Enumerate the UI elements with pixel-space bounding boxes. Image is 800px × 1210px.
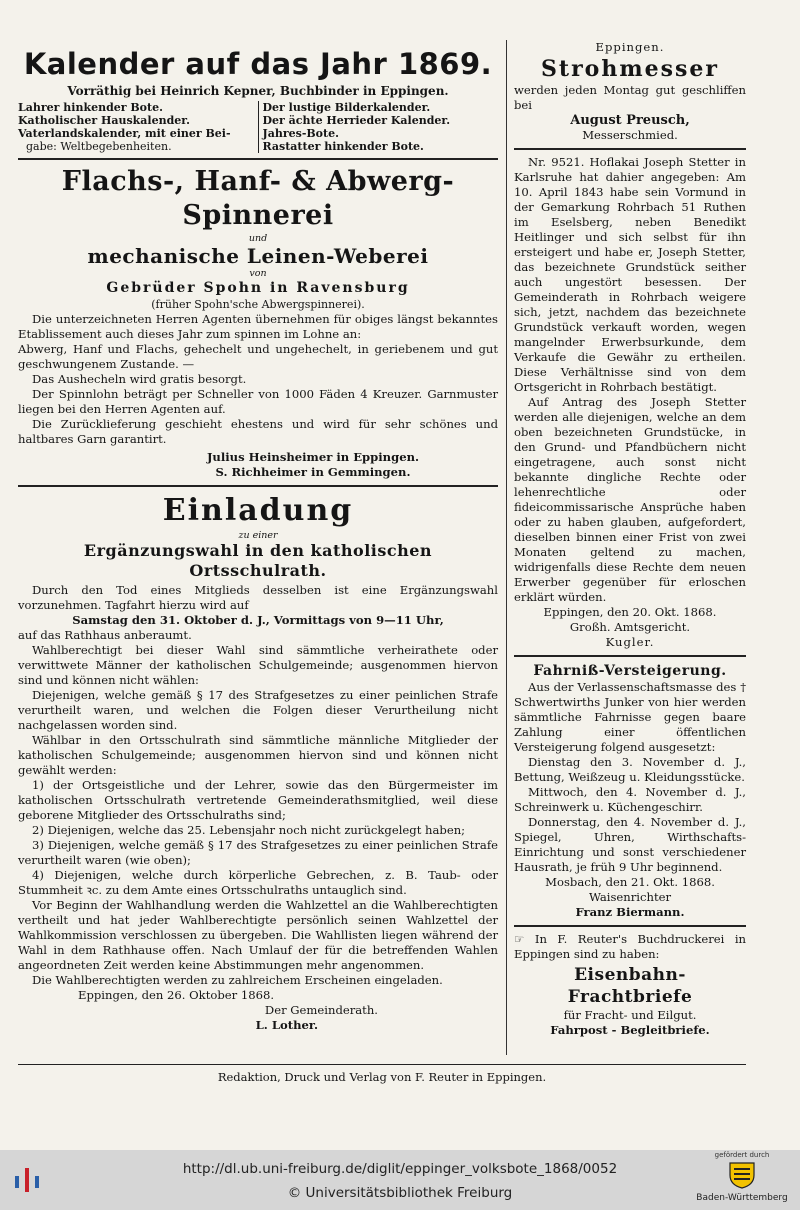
sponsor-name: Baden-Württemberg [696, 1193, 788, 1203]
flachs-und: und [248, 233, 268, 244]
kalender-left-list [18, 101, 254, 153]
einladung-name: L. Lother. [255, 1018, 318, 1032]
fahrniss-para: Mittwoch, den 4. November d. J., Schreinwerk u. Küchengeschirr. [514, 785, 746, 814]
fahrniss-para: Dienstag den 3. November d. J., Bettung, Weißzeug u. Kleidungsstücke. [514, 755, 746, 784]
fahrniss-title: Fahrniß-Versteigerung. [533, 663, 727, 679]
left-column [18, 40, 498, 1033]
einladung-sub: Ergänzungswahl in den katholischen Ortsschulrath. [83, 541, 433, 580]
einladung-title: Einladung [162, 493, 354, 528]
einladung-para: 4) Diejenigen, welche durch körperliche Gebrechen, z. B. Taub- oder Stummheit ꝛc. zu dem Amte eines Ortsschulraths untauglich sind. [18, 868, 498, 897]
kalender-sub: Vorräthig bei Heinrich Kepner, Buchbinder in Eppingen. [67, 84, 449, 98]
reuter-last: Fahrpost - Begleitbriefe. [550, 1023, 710, 1037]
flachs-von: von [249, 268, 267, 279]
kalender-item: gabe: Weltbegebenheiten. [26, 140, 172, 153]
flachs-title: Flachs-, Hanf- & Abwerg-Spinnerei [61, 166, 455, 231]
stroh-name: August Preusch, [570, 113, 690, 128]
reuter-sub: für Fracht- und Eilgut. [563, 1008, 697, 1022]
kalender-ad [18, 46, 498, 153]
einladung-para: 1) der Ortsgeistliche und der Lehrer, sowie das den Bürgermeister im katholischen Ortsschulrath vertretende Gemeinderathsmitglied, weil diese geborene Mitglieder des Ortsschulraths sind; [18, 778, 498, 822]
fahrniss-date: Mosbach, den 21. Okt. 1868. [545, 875, 715, 889]
right-column [514, 40, 746, 1038]
flachs-para: Der Spinnlohn beträgt per Schneller von 1000 Fäden 4 Kreuzer. Garnmuster liegen bei den Herren Agenten auf. [18, 387, 498, 416]
einladung-zu: zu einer [238, 530, 278, 541]
fahrniss-auth: Waisenrichter [588, 890, 672, 904]
kalender-item: Vaterlandskalender, mit einer Bei- [18, 127, 231, 140]
stetter-para: Nr. 9521. Hoflakai Joseph Stetter in Karlsruhe hat dahier angegeben: Am 10. April 1843 habe sein Vormund in der Gemarkung Rohrbach 51 Ruthen im Eselsberg, neben Benedikt Heitlinger und sich selbst für ihn ersteigert und habe er, Joseph Stetter, das bezeichnete Grundstück seither auch ungestört besessen. Der Gemeinderath in Rohrbach weigere sich, jetzt, nachdem das bezeichnete Grundstück verkauft worden, wegen mangelnder Erwerbsurkunde, dem Verkaufe die Gewähr zu ertheilen. Diese Verhältnisse sind von dem Ortsgericht in Rohrbach bestätigt. [514, 155, 746, 394]
kalender-right-list [263, 101, 499, 153]
kalender-item: Katholischer Hauskalender. [18, 114, 190, 127]
reuter-ad [514, 932, 746, 1038]
einladung-para: Vor Beginn der Wahlhandlung werden die Wahlzettel an die Wahlberechtigten vertheilt und hat jeder Wahlberechtigte persönlich seinen Wahlzettel der Wahlkommission verschlossen zu übergeben. Die Wahllisten liegen während der Wahl in dem Rathhause offen. Nach Umlauf der für die betreffenden Wahlen angeordneten Zeit werden keine Abstimmungen mehr angenommen. [18, 898, 498, 972]
stroh-text: werden jeden Montag gut geschliffen bei [514, 83, 746, 112]
flachs-para: Die unterzeichneten Herren Agenten übernehmen für obiges längst bekanntes Etablissement auch dieses Jahr zum spinnen im Lohne an: [18, 312, 498, 341]
kalender-item: Rastatter hinkender Bote. [262, 140, 424, 153]
stroh-place: Eppingen. [595, 40, 665, 54]
bottom-rule [18, 1064, 746, 1065]
flachs-sign: Julius Heinsheimer in Eppingen. [206, 450, 420, 464]
reuter-title: Eisenbahn-Frachtbriefe [567, 965, 693, 1007]
coat-of-arms-icon [722, 1159, 762, 1189]
kalender-item: Jahres-Bote. [262, 127, 339, 140]
einladung-para: Diejenigen, welche gemäß § 17 des Strafgesetzes zu einer peinlichen Strafe verurtheilt waren, und welchen die Folgen dieser Verurtheilung nicht nachgelassen worden sind. [18, 688, 498, 732]
stroh-ad [514, 40, 746, 143]
stetter-date: Eppingen, den 20. Okt. 1868. [543, 605, 717, 619]
fahrniss-para: Donnerstag, den 4. November d. J., Spiegel, Uhren, Wirthschafts-Einrichtung und sonst verschiedener Hausrath, je früh 9 Uhr beginnend. [514, 815, 746, 874]
stetter-name: Kugler. [605, 635, 655, 649]
einladung-para: Durch den Tod eines Mitglieds desselben ist eine Ergänzungswahl vorzunehmen. Tagfahrt hierzu wird auf [18, 583, 498, 612]
flachs-sub: mechanische Leinen-Weberei [87, 244, 429, 268]
reuter-text: ☞ In F. Reuter's Buchdruckerei in Eppingen sind zu haben: [514, 932, 746, 961]
stetter-para: Auf Antrag des Joseph Stetter werden alle diejenigen, welche an dem oben bezeichneten Grundstücke, in den Grund- und Pfandbüchern nicht eingetragene, auch sonst nicht bekannte dingliche Rechte oder lehenrechtliche oder fideicommissarische Ansprüche haben oder zu haben glauben, aufgefordert, dieselben binnen einer Frist von zwei Monaten geltend zu machen, widrigenfalls diese Rechte dem neuen Erwerber gegenüber für erloschen erklärt würden. [514, 395, 746, 604]
kalender-item: Der lustige Bilderkalender. [262, 101, 431, 114]
footer-url[interactable]: http://dl.ub.uni-freiburg.de/diglit/eppinger_volksbote_1868/0052 [182, 1161, 618, 1177]
sponsor-label: gefördert durch [714, 1151, 770, 1159]
einladung-ad [18, 492, 498, 1033]
einladung-para: 2) Diejenigen, welche das 25. Lebensjahr noch nicht zurückgelegt haben; [32, 823, 466, 837]
flachs-para: Abwerg, Hanf und Flachs, gehechelt und ungehechelt, in geriebenem und gut geschwungenem Zustande. — [18, 342, 498, 371]
footer-bar [0, 1150, 800, 1210]
kalender-item: Lahrer hinkender Bote. [18, 101, 163, 114]
fahrniss-para: Aus der Verlassenschaftsmasse des † Schwertwirths Junker von hier werden sämmtliche Fahrnisse gegen baare Zahlung einer öffentlichen Versteigerung folgend ausgesetzt: [514, 680, 746, 754]
stroh-title: Strohmesser [541, 56, 719, 82]
imprint: Redaktion, Druck und Verlag von F. Reuter in Eppingen. [217, 1070, 547, 1084]
flachs-sign: S. Richheimer in Gemmingen. [215, 465, 411, 479]
kalender-item: Der ächte Herrieder Kalender. [262, 114, 451, 127]
footer-copyright: © Universitätsbibliothek Freiburg [287, 1185, 513, 1201]
einladung-date-line: Samstag den 31. Oktober d. J., Vormittags von 9—11 Uhr, [72, 613, 444, 627]
einladung-para: Die Wahlberechtigten werden zu zahlreichem Erscheinen eingeladen. [32, 973, 443, 987]
fahrniss-name: Franz Biermann. [575, 905, 685, 919]
einladung-date: Eppingen, den 26. Oktober 1868. [78, 988, 275, 1002]
sponsor-logo [690, 1151, 794, 1209]
kalender-title: Kalender auf das Jahr 1869. [23, 47, 493, 81]
flachs-para: Die Zurücklieferung geschieht ehestens und wird für sehr schönes und haltbares Garn garantirt. [18, 417, 498, 446]
einladung-para: 3) Diejenigen, welche gemäß § 17 des Strafgesetzes zu einer peinlichen Strafe verurtheilt waren (wie oben); [18, 838, 498, 867]
einladung-para: auf das Rathhaus anberaumt. [18, 628, 192, 642]
column-divider [506, 40, 507, 1055]
flachs-ad [18, 165, 498, 480]
einladung-auth: Der Gemeinderath. [264, 1003, 378, 1017]
einladung-para: Wahlberechtigt bei dieser Wahl sind sämmtliche verheirathete oder verwittwete Männer der katholischen Schulgemeinde; ausgenommen hiervon sind und können nicht wählen: [18, 643, 498, 687]
flachs-para: Das Aushecheln wird gratis besorgt. [32, 372, 247, 386]
flachs-firm: Gebrüder Spohn in Ravensburg [106, 280, 410, 296]
flachs-early: (früher Spohn'sche Abwergspinnerei). [151, 298, 365, 311]
stetter-notice [514, 155, 746, 650]
fahrniss-ad [514, 662, 746, 920]
stroh-role: Messerschmied. [582, 128, 678, 142]
stetter-auth: Großh. Amtsgericht. [569, 620, 691, 634]
einladung-para: Wählbar in den Ortsschulrath sind sämmtliche männliche Mitglieder der katholischen Schulgemeinde; ausgenommen hiervon sind und können nicht gewählt werden: [18, 733, 498, 777]
